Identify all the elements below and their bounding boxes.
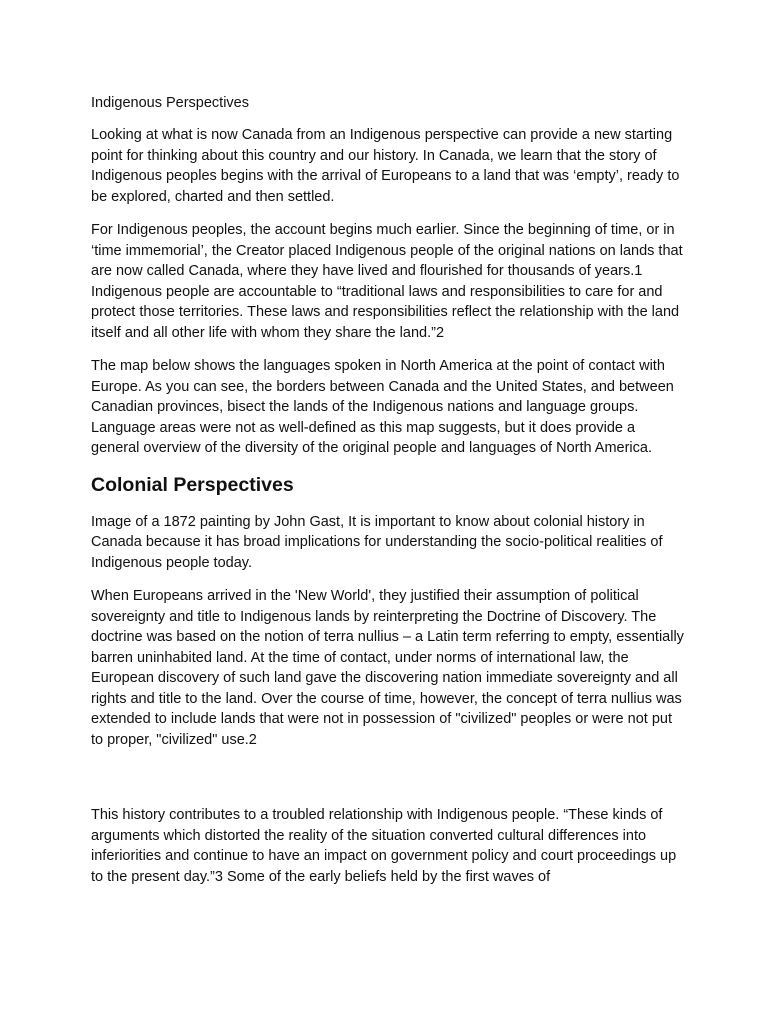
document-page <box>91 93 686 900</box>
document-heading: Indigenous Perspectives <box>91 95 249 111</box>
paragraph-gast-painting: Image of a 1872 painting by John Gast, It is important to know about colonial history in Canada because it has broad implications for understanding the socio-political realities of Indigenous people today. <box>91 513 667 571</box>
paragraph-troubled-relationship: This history contributes to a troubled relationship with Indigenous people. “These kinds of arguments which distorted the reality of the situation converted cultural differences into inferiorities and continue to have an impact on government policy and court proceedings up to the present day.”3 Some of the early beliefs held by the first waves of <box>91 807 681 885</box>
paragraph-indigenous-account: For Indigenous peoples, the account begins much earlier. Since the beginning of time, or in ‘time immemorial’, the Creator placed Indigenous people of the original nations on lands that are now called Canada, where they have lived and flourished for thousands of years.1 Indigenous people are accountable to “traditional laws and responsibilities to care for and protect those territories. These laws and responsibilities reflect the relationship with the land itself and all other life with whom they share the land.”2 <box>91 222 687 341</box>
paragraph-intro: Looking at what is now Canada from an Indigenous perspective can provide a new starting point for thinking about this country and our history. In Canada, we learn that the story of Indigenous peoples begins with the arrival of Europeans to a land that was ‘empty’, ready to be explored, charted and then settled. <box>91 127 684 205</box>
paragraph-language-map: The map below shows the languages spoken in North America at the point of contact with Europe. As you can see, the borders between Canada and the United States, and between Canadian provinces, bisect the lands of the Indigenous nations and language groups. Language areas were not as well-defined as this map suggests, but it does provide a general overview of the diversity of the original people and languages of North America. <box>91 358 678 456</box>
paragraph-doctrine-of-discovery: When Europeans arrived in the 'New World', they justified their assumption of political sovereignty and title to Indigenous lands by reinterpreting the Doctrine of Discovery. The doctrine was based on the notion of terra nullius – a Latin term referring to empty, essentially barren uninhabited land. At the time of contact, under norms of international law, the European discovery of such land gave the discovering nation immediate sovereignty and all rights and title to the land. Over the course of time, however, the concept of terra nullius was extended to include lands that were not in possession of "civilized" peoples or were not put to proper, "civilized" use.2 <box>91 588 688 748</box>
blank-space <box>91 763 686 805</box>
section-heading-colonial: Colonial Perspectives <box>91 473 294 496</box>
